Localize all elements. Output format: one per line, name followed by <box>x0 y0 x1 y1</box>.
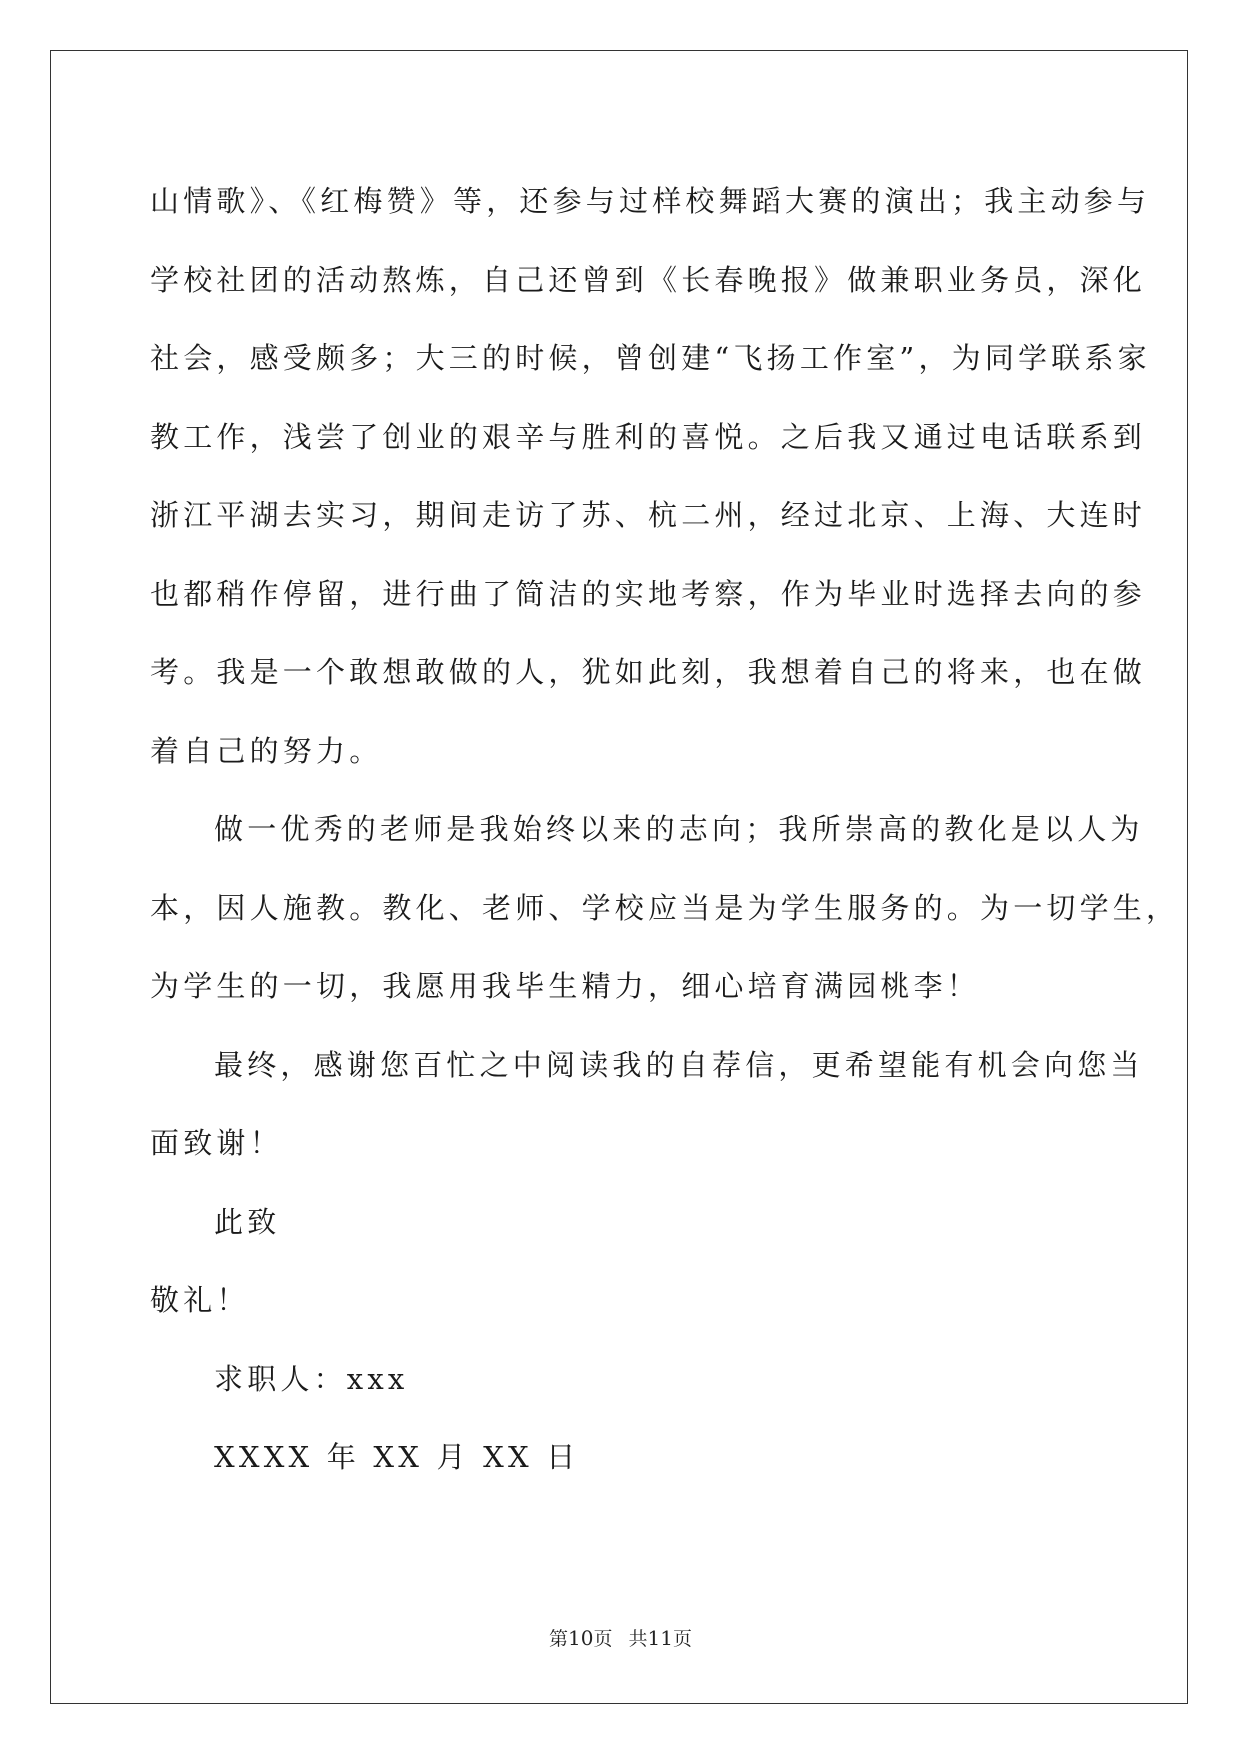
total-page-count: 11 <box>647 1626 673 1650</box>
letter-body <box>150 162 1180 1497</box>
page-prefix: 第 <box>549 1628 569 1650</box>
body-line: 山情歌》、《红梅赞》等，还参与过样校舞蹈大赛的演出；我主动参与 <box>150 184 1151 218</box>
body-line: 学校社团的活动熬炼，自己还曾到《长春晚报》做兼职业务员，深化 <box>150 262 1147 297</box>
body-line: 社会，感受颇多；大三的时候，曾创建“飞扬工作室”，为同学联系家 <box>150 341 1151 375</box>
closing-regards: 敬礼！ <box>150 1283 250 1317</box>
body-line: 本，因人施教。教化、老师、学校应当是为学生服务的。为一切学生， <box>150 890 1180 925</box>
total-suffix: 页 <box>672 1628 692 1650</box>
page-suffix: 页 <box>593 1628 613 1650</box>
body-line: 也都稍作停留，进行曲了简洁的实地考察，作为毕业时选择去向的参 <box>150 576 1147 611</box>
closing-salutation: 此致 <box>214 1204 281 1239</box>
body-line: 着自己的努力。 <box>150 733 383 768</box>
body-line: 为学生的一切，我愿用我毕生精力，细心培育满园桃李！ <box>150 969 981 1003</box>
total-prefix: 共 <box>628 1628 648 1650</box>
body-line: 面致谢！ <box>150 1126 283 1160</box>
page-number-footer <box>0 1626 1241 1651</box>
body-line: 最终，感谢您百忙之中阅读我的自荐信，更希望能有机会向您当 <box>214 1047 1144 1082</box>
body-line: 教工作，浅尝了创业的艰辛与胜利的喜悦。之后我又通过电话联系到 <box>150 419 1147 454</box>
date-line: XXXX 年 XX 月 XX 日 <box>214 1440 580 1474</box>
body-line: 浙江平湖去实习，期间走访了苏、杭二州，经过北京、上海、大连时 <box>150 498 1147 532</box>
current-page-number: 10 <box>568 1626 594 1650</box>
signature-line: 求职人：xxx <box>214 1361 409 1396</box>
body-line: 做一优秀的老师是我始终以来的志向；我所崇高的教化是以人为 <box>214 812 1144 846</box>
body-line: 考。我是一个敢想敢做的人，犹如此刻，我想着自己的将来，也在做 <box>150 655 1147 689</box>
